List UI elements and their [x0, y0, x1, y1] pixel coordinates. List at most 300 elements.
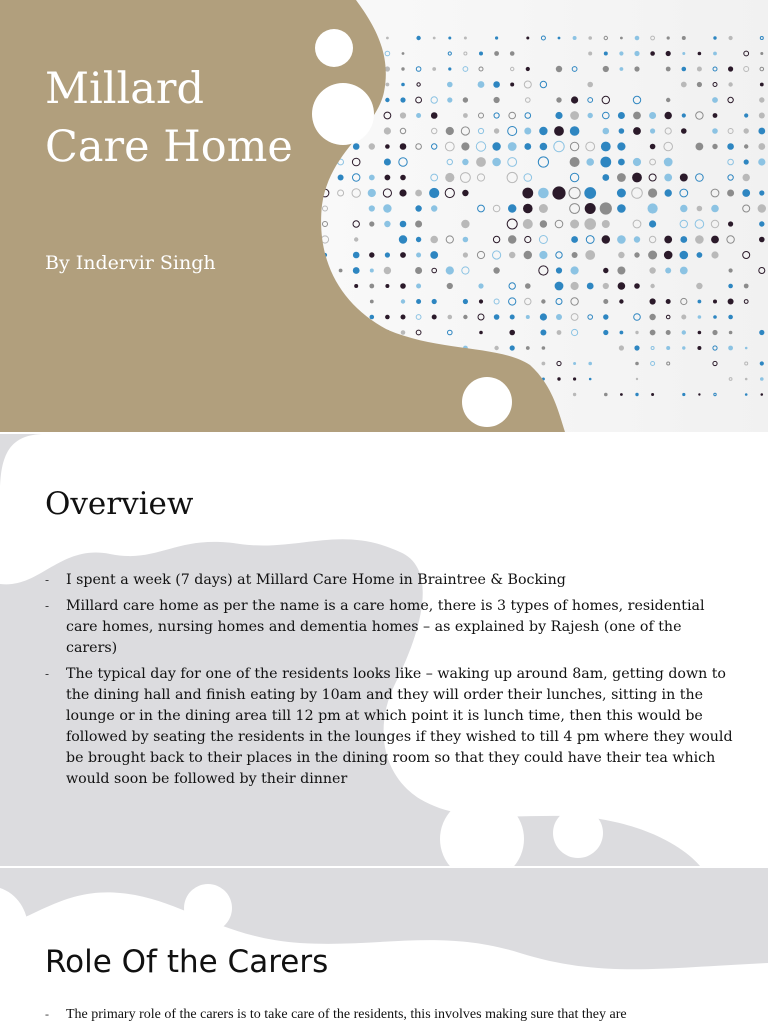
decorative-dot	[712, 128, 718, 134]
decorative-dot	[635, 393, 638, 396]
decorative-dot	[353, 267, 360, 274]
decorative-dot	[758, 143, 765, 150]
decorative-dot	[432, 315, 437, 320]
decorative-dot	[696, 283, 702, 289]
decorative-dot	[448, 67, 451, 70]
decorative-dot	[400, 143, 407, 150]
decorative-dot	[601, 142, 611, 152]
decorative-dot	[603, 268, 608, 273]
decorative-dot	[744, 128, 749, 133]
bullet-item	[45, 1004, 735, 1024]
decorative-dot	[430, 251, 438, 259]
bullet-dash: -	[45, 599, 50, 613]
decorative-dot	[416, 113, 421, 118]
decorative-dot	[370, 315, 375, 320]
decorative-dot	[432, 67, 436, 71]
decorative-dot	[493, 81, 500, 88]
decorative-dot	[744, 159, 749, 164]
decorative-dot	[462, 159, 468, 165]
decorative-dot	[728, 315, 733, 320]
decorative-dot	[759, 190, 764, 195]
slide-heading: Role Of the Carers	[45, 944, 329, 980]
decorative-dot	[400, 221, 407, 228]
decorative-dot	[447, 283, 453, 289]
decorative-dot	[697, 206, 703, 212]
decorative-dot	[603, 330, 608, 335]
decorative-dot	[400, 175, 406, 181]
decorative-dot	[742, 189, 750, 197]
decorative-dot	[494, 314, 500, 320]
decorative-dot	[745, 378, 748, 381]
decorative-dot	[384, 127, 391, 134]
decorative-dot	[368, 189, 376, 197]
decorative-dot	[666, 98, 670, 102]
decorative-dot	[619, 51, 623, 55]
decorative-dot	[571, 236, 578, 243]
decorative-dot	[633, 127, 641, 135]
decorative-dot	[493, 267, 499, 273]
decorative-dot	[635, 331, 638, 334]
decorative-dot	[416, 284, 421, 289]
decorative-dot	[401, 83, 405, 87]
decorative-dot	[618, 282, 626, 290]
decorative-dot	[713, 315, 717, 319]
slide-title: Millard Care Home	[45, 64, 293, 172]
white-bubble	[312, 83, 374, 145]
decorative-dot	[697, 82, 702, 87]
decorative-dot	[402, 52, 405, 55]
decorative-dot	[478, 81, 485, 88]
decorative-dot	[759, 330, 764, 335]
decorative-dot	[649, 112, 656, 119]
decorative-dot	[648, 251, 657, 260]
decorative-dot	[650, 144, 656, 150]
decorative-dot	[619, 128, 625, 134]
decorative-dot	[463, 315, 467, 319]
decorative-dot	[495, 36, 498, 39]
decorative-dot	[369, 143, 375, 149]
decorative-dot	[386, 37, 389, 40]
decorative-dot	[633, 158, 641, 166]
decorative-dot	[745, 347, 748, 350]
decorative-dot	[680, 174, 688, 182]
decorative-dot	[664, 174, 672, 182]
decorative-dot	[400, 112, 406, 118]
decorative-dot	[416, 253, 421, 258]
decorative-dot	[600, 157, 611, 168]
decorative-dot	[401, 315, 406, 320]
decorative-dot	[635, 36, 640, 41]
decorative-dot	[353, 143, 360, 150]
decorative-dot	[695, 235, 704, 244]
bullet-text: The typical day for one of the residents looks like – waking up around 8am, getting down to the dining hall and finish eating by 10am and they will order their lunches, sitting in the lounge or in the dining area till 12 pm at which point it is lunch time, then this would be followed by seating the residents in the lounges if they wished to till 4 pm where they would be brought back to their places in the dining room so that they could have their tea which would soon be followed by their dinner	[66, 666, 733, 787]
decorative-dot	[713, 36, 716, 39]
decorative-dot	[760, 52, 763, 55]
decorative-dot	[729, 268, 733, 272]
decorative-dot	[386, 83, 390, 87]
decorative-dot	[415, 221, 422, 228]
decorative-dot	[508, 142, 517, 151]
decorative-dot	[761, 393, 764, 396]
white-bubble	[184, 884, 232, 932]
decorative-dot	[354, 284, 358, 288]
decorative-dot	[339, 269, 343, 273]
decorative-dot	[648, 203, 658, 213]
decorative-dot	[758, 204, 766, 212]
decorative-dot	[585, 250, 595, 260]
decorative-dot	[602, 235, 610, 243]
decorative-dot	[682, 393, 685, 396]
decorative-dot	[711, 236, 719, 244]
decorative-dot	[385, 315, 390, 320]
decorative-dot	[680, 267, 688, 275]
decorative-dot	[510, 51, 515, 56]
decorative-dot	[634, 236, 640, 242]
decorative-dot	[556, 97, 561, 102]
decorative-dot	[620, 393, 623, 396]
decorative-dot	[494, 51, 499, 56]
decorative-dot	[698, 300, 702, 304]
decorative-dot	[712, 144, 717, 149]
decorative-dot	[509, 252, 515, 258]
decorative-dot	[400, 97, 405, 102]
decorative-dot	[571, 96, 578, 103]
decorative-dot	[538, 188, 549, 199]
decorative-dot	[540, 220, 547, 227]
decorative-dot	[651, 393, 654, 396]
decorative-dot	[650, 330, 656, 336]
decorative-dot	[573, 362, 576, 365]
decorative-dot	[479, 299, 483, 303]
decorative-dot	[603, 66, 609, 72]
decorative-dot	[666, 67, 671, 72]
role-of-carers-slide	[0, 868, 768, 1024]
decorative-dot	[558, 37, 561, 40]
title-slide	[0, 0, 768, 432]
decorative-dot	[664, 251, 673, 260]
decorative-dot	[603, 283, 609, 289]
decorative-dot	[369, 175, 375, 181]
decorative-dot	[542, 346, 546, 350]
decorative-dot	[433, 37, 436, 40]
decorative-dot	[666, 346, 670, 350]
decorative-dot	[634, 345, 639, 350]
decorative-dot	[698, 52, 702, 56]
decorative-dot	[728, 284, 733, 289]
decorative-dot	[712, 97, 718, 103]
decorative-dot	[680, 236, 687, 243]
decorative-dot	[555, 112, 562, 119]
decorative-dot	[570, 157, 580, 167]
decorative-dot	[682, 67, 687, 72]
decorative-dot	[634, 51, 639, 56]
decorative-dot	[539, 204, 548, 213]
decorative-dot	[526, 346, 530, 350]
decorative-dot	[667, 36, 670, 39]
decorative-dot	[697, 252, 703, 258]
decorative-dot	[744, 113, 748, 117]
decorative-dot	[540, 330, 546, 336]
white-bubble	[315, 29, 353, 67]
decorative-dot	[618, 159, 625, 166]
decorative-dot	[494, 128, 499, 133]
decorative-dot	[416, 299, 421, 304]
decorative-dot	[432, 299, 437, 304]
decorative-dot	[603, 128, 610, 135]
decorative-dot	[744, 144, 748, 148]
decorative-dot	[585, 203, 596, 214]
decorative-dot	[698, 393, 700, 395]
decorative-dot	[665, 189, 672, 196]
decorative-dot	[664, 158, 673, 167]
decorative-dot	[508, 235, 516, 243]
decorative-dot	[759, 221, 764, 226]
role-bullet-list	[45, 1004, 735, 1024]
decorative-dot	[696, 143, 704, 151]
decorative-dot	[401, 299, 405, 303]
decorative-dot	[385, 98, 389, 102]
decorative-dot	[649, 314, 655, 320]
decorative-dot	[463, 97, 468, 102]
decorative-dot	[557, 377, 560, 380]
decorative-dot	[697, 67, 702, 72]
decorative-dot	[680, 205, 687, 212]
decorative-dot	[682, 36, 686, 40]
decorative-dot	[338, 175, 344, 181]
decorative-dot	[665, 268, 671, 274]
decorative-dot	[509, 330, 515, 336]
decorative-dot	[525, 283, 531, 289]
decorative-dot	[384, 221, 390, 227]
decorative-dot	[570, 220, 579, 229]
decorative-dot	[573, 377, 576, 380]
decorative-dot	[620, 67, 624, 71]
decorative-dot	[555, 282, 564, 291]
decorative-dot	[713, 113, 718, 118]
decorative-dot	[539, 251, 547, 259]
decorative-dot	[729, 36, 733, 40]
decorative-dot	[588, 36, 592, 40]
decorative-dot	[650, 128, 655, 133]
decorative-dot	[682, 113, 686, 117]
decorative-dot	[713, 300, 717, 304]
decorative-dot	[492, 142, 500, 150]
decorative-dot	[572, 252, 578, 258]
decorative-dot	[759, 97, 764, 102]
decorative-dot	[589, 378, 592, 381]
decorative-dot	[494, 97, 500, 103]
white-bubble	[462, 377, 512, 427]
decorative-dot	[588, 362, 592, 366]
decorative-dot	[400, 252, 406, 258]
decorative-dot	[728, 346, 733, 351]
bullet-text: I spent a week (7 days) at Millard Care Home in Braintree & Bocking	[66, 572, 566, 588]
overview-bullet-list	[45, 570, 735, 795]
decorative-dot	[400, 283, 406, 289]
decorative-dot	[604, 52, 608, 56]
decorative-dot	[650, 51, 655, 56]
decorative-dot	[648, 188, 657, 197]
decorative-dot	[542, 362, 546, 366]
decorative-dot	[431, 205, 437, 211]
bullet-text: The primary role of the carers is to take care of the residents, this involves making sure that they are	[66, 1007, 627, 1022]
decorative-dot	[526, 315, 530, 319]
decorative-dot	[556, 314, 562, 320]
decorative-dot	[681, 82, 687, 88]
decorative-dot	[634, 252, 639, 257]
decorative-dot	[430, 236, 438, 244]
decorative-dot	[570, 126, 580, 136]
decorative-dot	[369, 284, 374, 289]
decorative-dot	[447, 97, 452, 102]
decorative-dot	[665, 112, 672, 119]
decorative-dot	[586, 158, 594, 166]
decorative-dot	[587, 283, 594, 290]
decorative-dot	[682, 52, 685, 55]
decorative-dot	[557, 330, 562, 335]
decorative-dot	[602, 220, 610, 228]
decorative-dot	[446, 266, 454, 274]
decorative-dot	[431, 112, 438, 119]
decorative-dot	[556, 267, 562, 273]
decorative-dot	[635, 362, 639, 366]
decorative-dot	[556, 66, 562, 72]
decorative-dot	[399, 189, 406, 196]
decorative-dot	[759, 113, 765, 119]
decorative-dot	[617, 267, 625, 275]
decorative-dot	[479, 331, 483, 335]
decorative-dot	[649, 220, 656, 227]
decorative-dot	[680, 251, 689, 260]
decorative-dot	[429, 188, 439, 198]
bullet-dash: -	[45, 573, 50, 587]
decorative-dot	[649, 267, 655, 273]
decorative-dot	[588, 113, 593, 118]
slide-subtitle: By Indervir Singh	[45, 252, 216, 274]
decorative-dot	[541, 299, 545, 303]
decorative-dot	[522, 188, 533, 199]
decorative-dot	[461, 142, 469, 150]
decorative-dot	[728, 299, 734, 305]
decorative-dot	[602, 174, 609, 181]
decorative-dot	[758, 158, 765, 165]
slide-heading: Overview	[45, 486, 194, 522]
decorative-dot	[492, 158, 501, 167]
decorative-dot	[698, 331, 702, 335]
decorative-dot	[570, 111, 579, 120]
decorative-dot	[399, 235, 407, 243]
decorative-dot	[619, 345, 624, 350]
decorative-dot	[415, 205, 421, 211]
decorative-dot	[354, 237, 358, 241]
decorative-dot	[620, 331, 624, 335]
decorative-dot	[385, 284, 389, 288]
decorative-dot	[524, 143, 531, 150]
decorative-dot	[446, 127, 454, 135]
decorative-dot	[729, 331, 733, 335]
decorative-dot	[698, 315, 702, 319]
decorative-dot	[524, 251, 532, 259]
decorative-dot	[464, 37, 467, 40]
decorative-dot	[461, 220, 469, 228]
decorative-dot	[369, 221, 374, 226]
decorative-dot	[727, 143, 734, 150]
decorative-dot	[448, 37, 451, 40]
decorative-dot	[587, 82, 593, 88]
decorative-dot	[523, 219, 533, 229]
decorative-dot	[508, 204, 516, 212]
decorative-dot	[401, 67, 404, 70]
decorative-dot	[370, 269, 374, 273]
decorative-dot	[682, 346, 685, 349]
decorative-dot	[650, 298, 656, 304]
decorative-dot	[728, 221, 733, 226]
decorative-dot	[636, 378, 638, 380]
decorative-dot	[447, 82, 453, 88]
decorative-dot	[760, 377, 764, 381]
decorative-dot	[415, 267, 422, 274]
decorative-dot	[711, 205, 719, 213]
decorative-dot	[384, 159, 391, 166]
decorative-dot	[620, 37, 623, 40]
decorative-dot	[385, 144, 390, 149]
decorative-dot	[618, 112, 625, 119]
decorative-dot	[760, 361, 764, 365]
decorative-dot	[682, 330, 686, 334]
decorative-dot	[463, 113, 468, 118]
decorative-dot	[385, 175, 391, 181]
decorative-dot	[370, 300, 374, 304]
decorative-dot	[713, 52, 717, 56]
decorative-dot	[353, 252, 360, 259]
decorative-dot	[619, 299, 623, 303]
decorative-dot	[617, 235, 626, 244]
decorative-dot	[743, 174, 750, 181]
decorative-dot	[416, 36, 420, 40]
decorative-dot	[604, 393, 608, 397]
decorative-dot	[571, 266, 579, 274]
decorative-dot	[478, 283, 483, 288]
decorative-dot	[445, 173, 454, 182]
decorative-dot	[554, 126, 564, 136]
decorative-dot	[758, 128, 765, 135]
decorative-dot	[618, 252, 624, 258]
decorative-dot	[664, 236, 672, 244]
decorative-dot	[552, 186, 565, 199]
overview-slide	[0, 434, 768, 866]
decorative-dot	[632, 173, 642, 183]
decorative-dot	[634, 66, 639, 71]
decorative-dot	[526, 67, 530, 71]
decorative-dot	[369, 205, 375, 211]
decorative-dot	[401, 330, 406, 335]
decorative-dot	[384, 267, 391, 274]
decorative-dot	[744, 284, 749, 289]
decorative-dot	[523, 204, 533, 214]
decorative-dot	[540, 143, 548, 151]
decorative-dot	[571, 282, 579, 290]
bullet-item	[45, 596, 735, 659]
decorative-dot	[727, 190, 734, 197]
decorative-dot	[448, 315, 453, 320]
decorative-dot	[745, 393, 748, 396]
decorative-dot	[617, 142, 625, 150]
decorative-dot	[588, 52, 592, 56]
decorative-dot	[476, 157, 486, 167]
decorative-dot	[383, 204, 391, 212]
decorative-dot	[603, 299, 608, 304]
decorative-dot	[697, 346, 701, 350]
